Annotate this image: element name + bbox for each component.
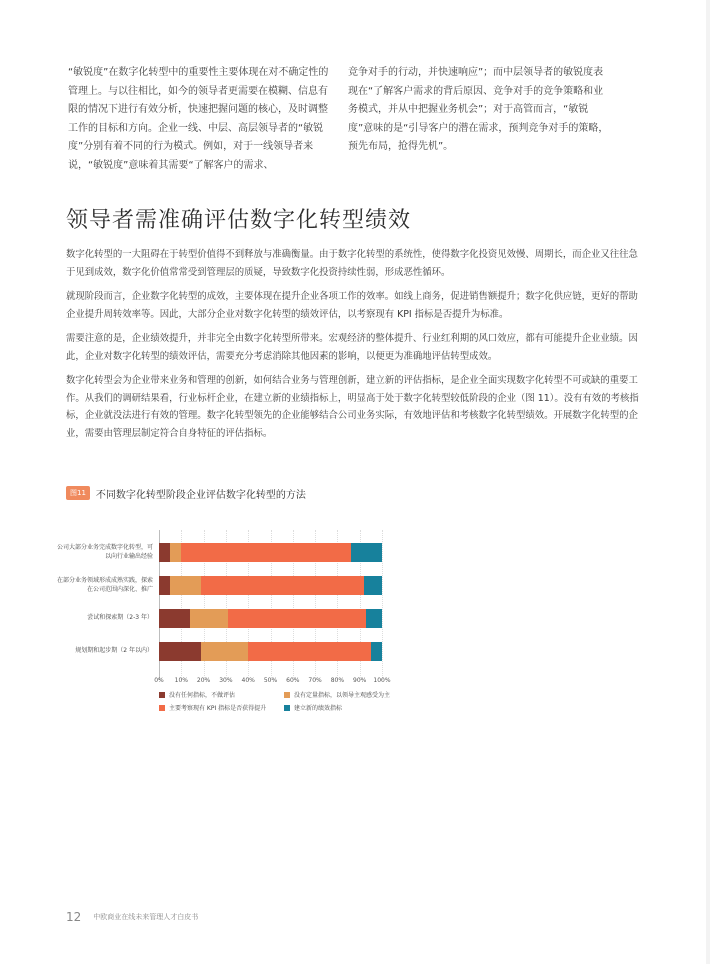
x-tick-label: 10% (174, 677, 188, 684)
bar-segment (170, 543, 181, 562)
bar-segment (371, 642, 382, 661)
category-label: 尝试和探索期（2-3 年） (87, 614, 153, 621)
gridline (382, 530, 383, 680)
x-tick-label: 30% (219, 677, 233, 684)
bar-segment (159, 543, 170, 562)
x-tick-label: 40% (241, 677, 255, 684)
page-number: 12 (66, 910, 82, 924)
bar-segment (364, 576, 382, 595)
legend-label: 没有任何指标，不做评估 (169, 692, 236, 699)
bar-segment (366, 609, 382, 628)
bar-segment (228, 609, 366, 628)
body-text (66, 246, 644, 449)
page-footer (66, 910, 198, 924)
x-tick-label: 80% (330, 677, 345, 684)
intro-column-right (348, 64, 610, 157)
page-edge (706, 0, 710, 964)
bar-row (159, 642, 382, 661)
bar-segment (351, 543, 382, 562)
figure-title: 不同数字化转型阶段企业评估数字化转型的方法 (95, 489, 306, 501)
x-tick-label: 60% (286, 677, 300, 684)
x-tick-label: 20% (196, 677, 211, 684)
footer-title: 中欧商业在线未来管理人才白皮书 (93, 913, 199, 921)
category-label: 公司大部分业务完成数字化转型，可以向行业输出经验 (56, 544, 153, 560)
bar-segment (159, 642, 201, 661)
legend-swatch (159, 692, 165, 698)
paragraph: 需要注意的是，企业绩效提升，并非完全由数字化转型所带来。宏观经济的整体提升、行业红利期的风口效应，都有可能提升企业业绩。因此，企业对数字化转型的绩效评估，需要充分考虑消除其他因素的影响，以便更为准确地评估转型成效。 (66, 333, 638, 362)
figure-badge: 图11 (66, 486, 90, 500)
bar-row (159, 609, 382, 628)
bar-segment (248, 642, 371, 661)
x-tick-label: 0% (154, 677, 164, 684)
x-tick-label: 70% (308, 677, 322, 684)
x-tick-label: 50% (263, 677, 278, 684)
legend-item (284, 690, 390, 699)
bar-row (159, 543, 382, 562)
category-label: 在部分业务领域形成成熟实践，探索在公司范围内深化、推广 (56, 577, 153, 593)
legend-swatch (284, 705, 290, 711)
intro-right-text: 竞争对手的行动，并快速响应”；而中层领导者的敏锐度表现在“了解客户需求的背后原因、竞争对手的竞争策略和业务模式，并从中把握业务机会”；对于高管而言，“敏锐度”意味的是“引导客户的潜在需求，预判竞争对手的策略，预先布局，抢得先机”。 (348, 67, 609, 152)
legend-label: 建立新的绩效指标 (294, 705, 343, 712)
legend-label: 没有定量指标，以领导主观感受为主 (294, 692, 391, 699)
intro-column-left (68, 64, 330, 175)
legend-item (159, 690, 235, 699)
bar-segment (181, 543, 350, 562)
figure-header (66, 486, 306, 500)
category-label: 规划期和起步期（2 年以内） (75, 647, 153, 654)
bar-segment (159, 609, 190, 628)
bar-segment (201, 642, 248, 661)
paragraph: 就现阶段而言，企业数字化转型的成效，主要体现在提升企业各项工作的效率。如线上商务，促进销售额提升；数字化供应链，更好的帮助企业提升周转效率等。因此，大部分企业对数字化转型的绩效评估，以考察现有 KPI 指标是否提升为标准。 (66, 291, 638, 320)
bar-segment (201, 576, 364, 595)
legend-label: 主要考察现有 KPI 指标是否获得提升 (169, 705, 267, 712)
intro-left-text: “敏锐度”在数字化转型中的重要性主要体现在对不确定性的管理上。与以往相比，如今的领导者更需要在模糊、信息有限的情况下进行有效分析，快速把握问题的核心，及时调整工作的目标和方向。企业一线、中层、高层领导者的“敏锐度”分别有着不同的行为模式。例如，对于一线领导者来说，“敏锐度”意味着其需要“了解客户的需求、 (68, 67, 329, 171)
section-title: 领导者需准确评估数字化转型绩效 (66, 208, 412, 233)
bar-row (159, 576, 382, 595)
x-tick-label: 90% (353, 677, 367, 684)
paragraph: 数字化转型会为企业带来业务和管理的创新，如何结合业务与管理创新，建立新的评估指标，是企业全面实现数字化转型不可或缺的重要工作。从我们的调研结果看，行业标杆企业，在建立新的业绩指标上，明显高于处于数字化转型较低阶段的企业（图 11）。没有有效的考核指标，企业就没法进行有效的管理。数字化转型领先的企业能够结合公司业务实际，有效地评估和考核数字化转型绩效。开展数字化转型的企业，需要由管理层制定符合自身特征的评估指标。 (66, 375, 639, 439)
chart-plot-area (159, 530, 382, 680)
x-tick-label: 100% (373, 677, 391, 684)
bar-segment (190, 609, 228, 628)
bar-segment (170, 576, 201, 595)
bar-segment (159, 576, 170, 595)
legend-item (159, 703, 266, 712)
legend-swatch (284, 692, 290, 698)
legend-swatch (159, 705, 165, 711)
paragraph: 数字化转型的一大阻碍在于转型价值得不到释放与准确衡量。由于数字化转型的系统性，使得数字化投资见效慢、周期长，而企业又往往急于见到成效，数字化价值常常受到管理层的质疑，导致数字化投资持续性弱，形成恶性循环。 (66, 249, 638, 278)
legend-item (284, 703, 342, 712)
